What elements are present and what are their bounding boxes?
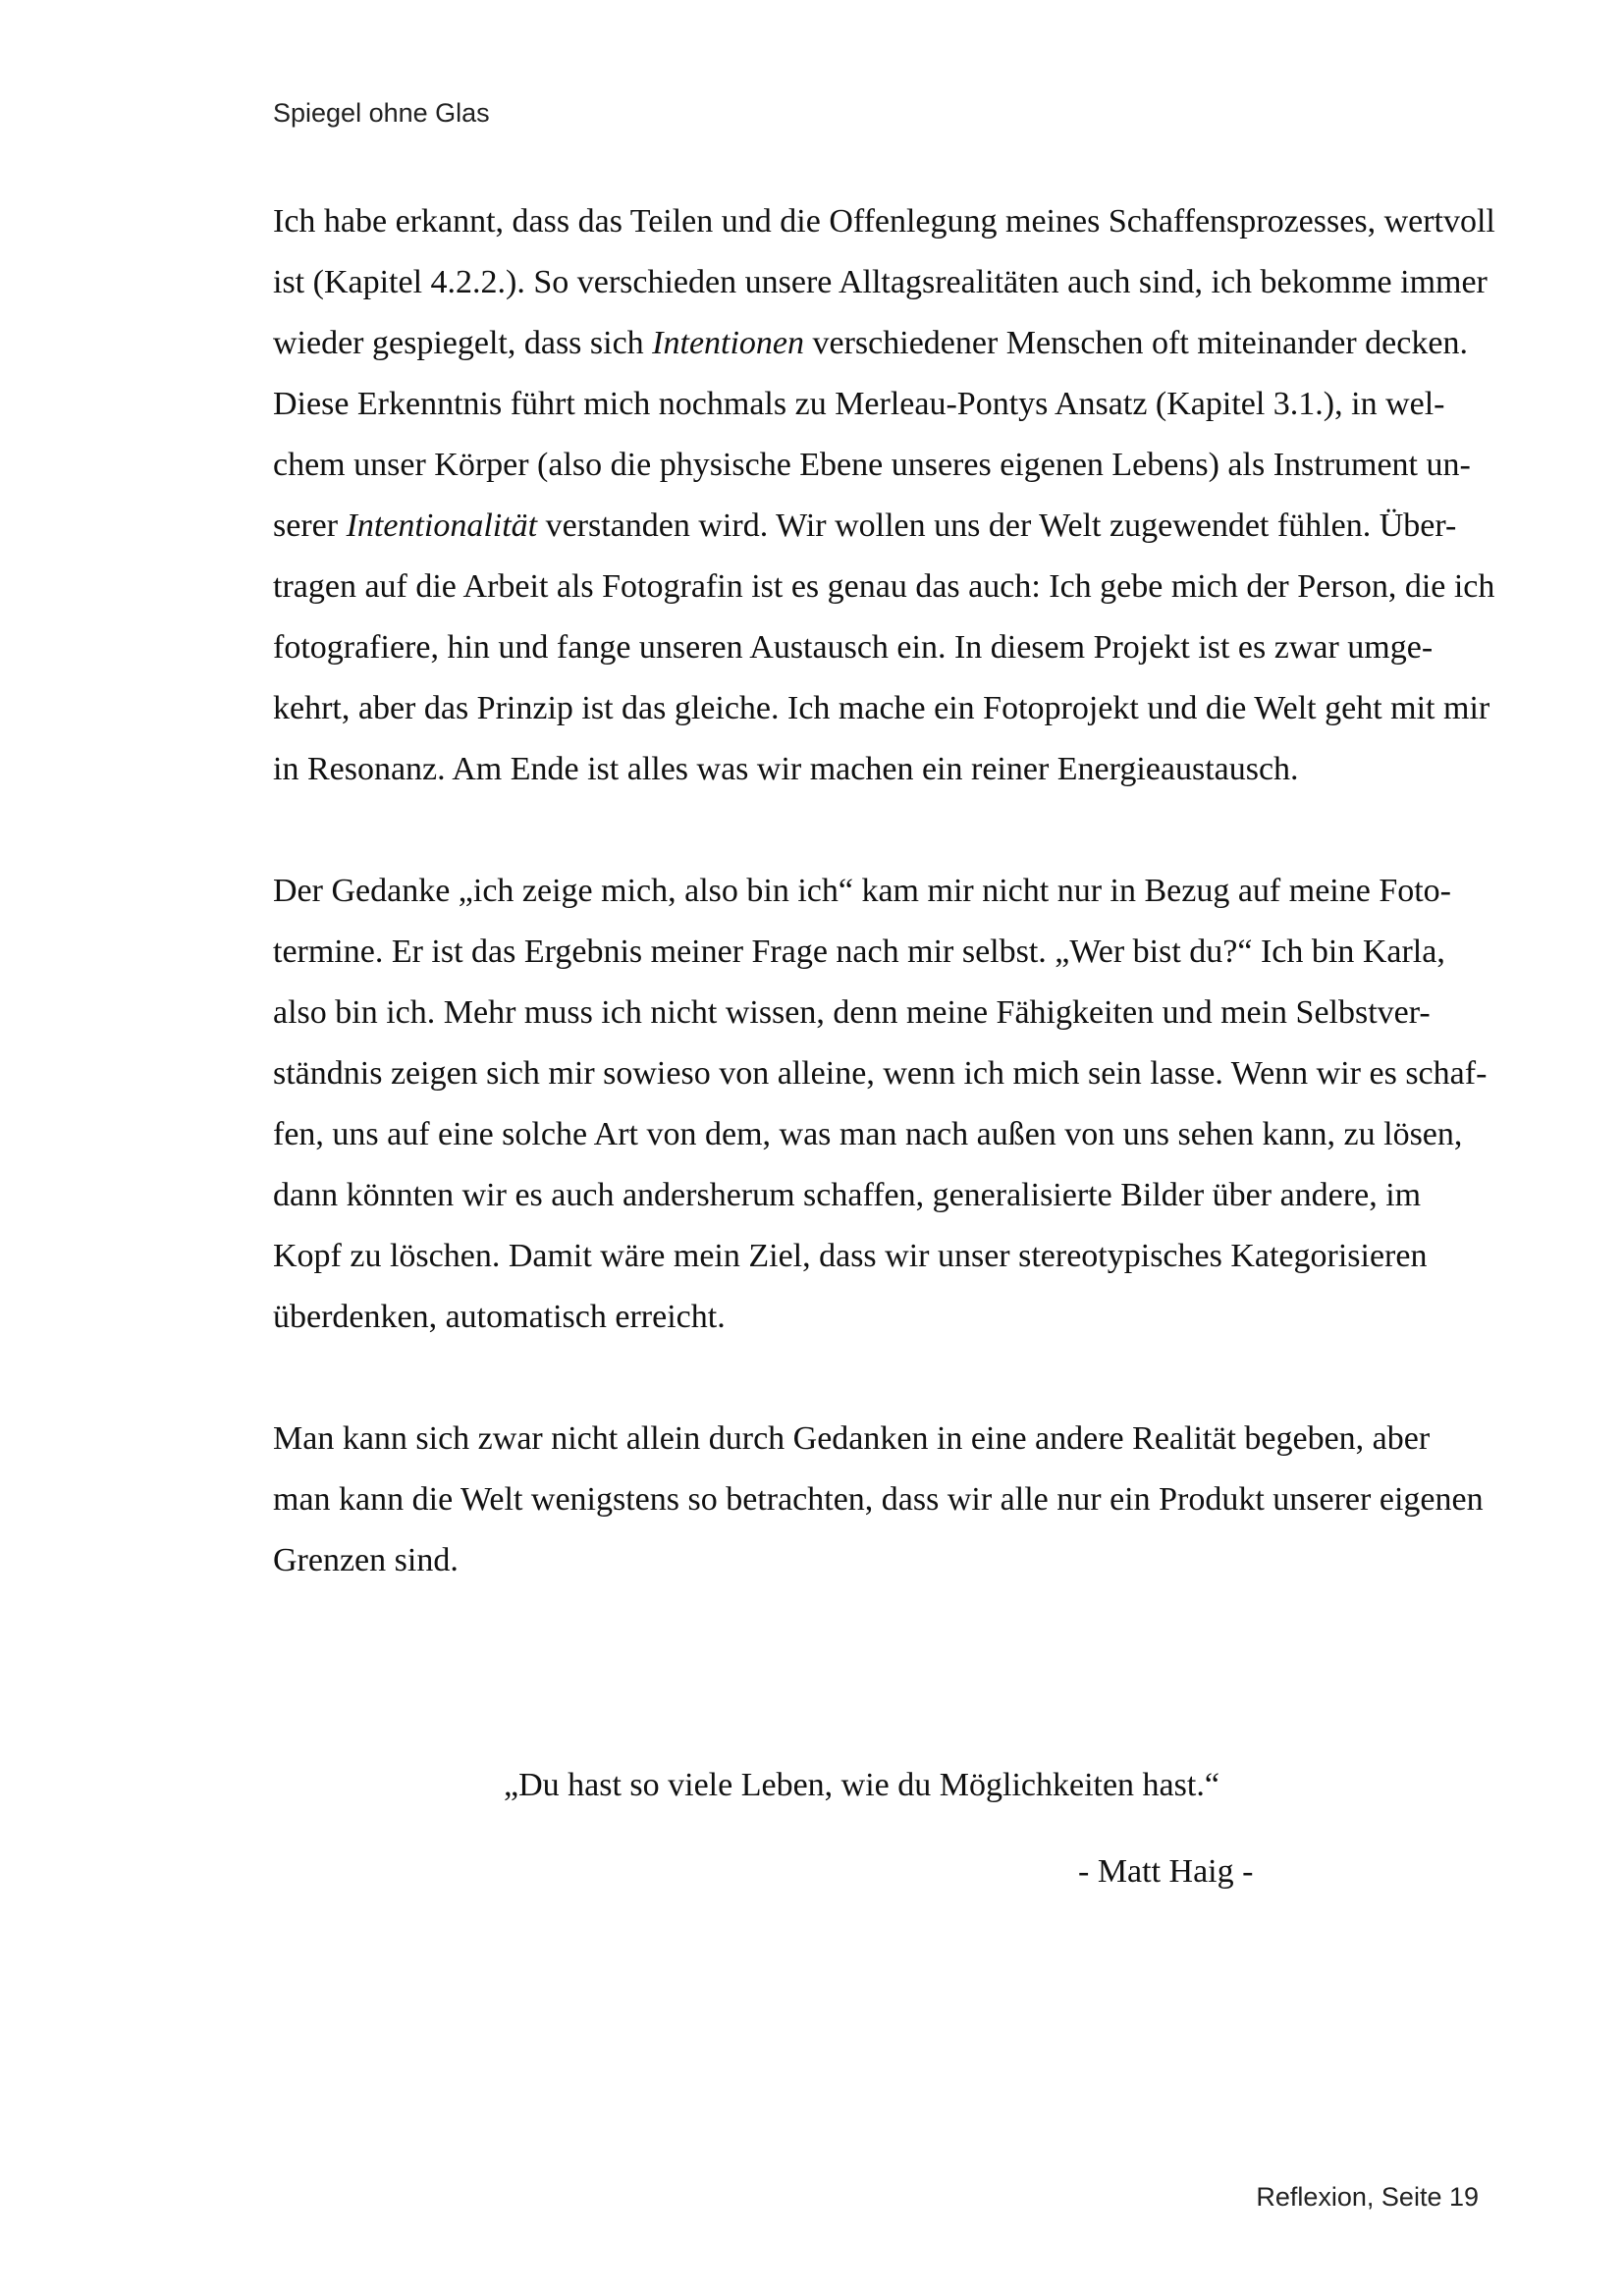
text-line: termine. Er ist das Ergebnis meiner Frage nach mir selbst. „Wer bist du?“ Ich bin Karla,	[273, 934, 1445, 970]
text-line: serer Intentionalität verstanden wird. Wir wollen uns der Welt zugewendet fühlen. Über-	[273, 507, 1457, 544]
text-line: fen, uns auf eine solche Art von dem, was man nach außen von uns sehen kann, zu lösen,	[273, 1116, 1463, 1152]
text-line: chem unser Körper (also die physische Ebene unseres eigenen Lebens) als Instrument un-	[273, 447, 1471, 483]
text-line: wieder gespiegelt, dass sich Intentionen verschiedener Menschen oft miteinander decken.	[273, 325, 1468, 361]
text-line: Kopf zu löschen. Damit wäre mein Ziel, dass wir unser stereotypisches Kategorisieren	[273, 1238, 1428, 1274]
italic-term: Intentionen	[652, 325, 805, 361]
text-line: fotografiere, hin und fange unseren Austausch ein. In diesem Projekt ist es zwar umge-	[273, 629, 1434, 666]
text-line: ist (Kapitel 4.2.2.). So verschieden unsere Alltagsrealitäten auch sind, ich bekomme immer	[273, 264, 1488, 300]
text-line: tragen auf die Arbeit als Fotografin ist es genau das auch: Ich gebe mich der Person, die ich	[273, 568, 1495, 605]
text-line: überdenken, automatisch erreicht.	[273, 1299, 726, 1335]
body-text	[273, 191, 1495, 1652]
paragraph-1	[273, 191, 1495, 800]
text-line: also bin ich. Mehr muss ich nicht wissen, denn meine Fähigkeiten und mein Selbstver-	[273, 994, 1431, 1031]
page-footer: Reflexion, Seite 19	[1256, 2182, 1479, 2212]
text-line: dann könnten wir es auch andersherum schaffen, generalisierte Bilder über andere, im	[273, 1177, 1422, 1213]
italic-term: Intentionalität	[346, 507, 538, 544]
text-line: Diese Erkenntnis führt mich nochmals zu Merleau-Pontys Ansatz (Kapitel 3.1.), in wel-	[273, 386, 1445, 422]
paragraph-2	[273, 861, 1488, 1348]
text-line: Ich habe erkannt, dass das Teilen und die Offenlegung meines Schaffensprozesses, wertvoll	[273, 203, 1495, 240]
text-line: Der Gedanke „ich zeige mich, also bin ich“ kam mir nicht nur in Bezug auf meine Foto-	[273, 873, 1451, 909]
paragraph-3	[273, 1409, 1484, 1591]
text-line: kehrt, aber das Prinzip ist das gleiche. Ich mache ein Fotoprojekt und die Welt geht mit mir	[273, 690, 1490, 726]
running-header: Spiegel ohne Glas	[273, 98, 490, 128]
text-line: man kann die Welt wenigstens so betrachten, dass wir alle nur ein Produkt unserer eigenen	[273, 1481, 1484, 1518]
text-line: Man kann sich zwar nicht allein durch Gedanken in eine andere Realität begeben, aber	[273, 1420, 1431, 1457]
quote-author: - Matt Haig -	[1078, 1853, 1254, 1890]
closing-quote: „Du hast so viele Leben, wie du Möglichkeiten hast.“	[504, 1767, 1219, 1803]
text-line: ständnis zeigen sich mir sowieso von alleine, wenn ich mich sein lasse. Wenn wir es schaf-	[273, 1055, 1488, 1092]
text-line: in Resonanz. Am Ende ist alles was wir machen ein reiner Energieaustausch.	[273, 751, 1299, 787]
text-line: Grenzen sind.	[273, 1542, 459, 1578]
